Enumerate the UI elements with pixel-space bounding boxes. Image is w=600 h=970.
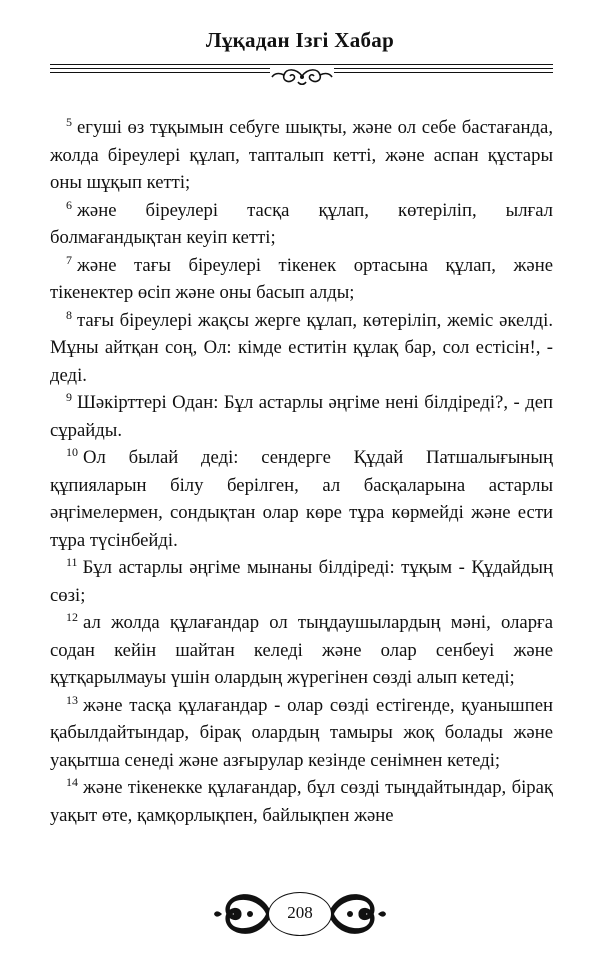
verse-number: 11 <box>66 555 78 569</box>
verse-number: 7 <box>66 252 72 267</box>
verse-text: тағы біреулері жақсы жерге құлап, көтеріліп, жеміс әкелді. Мұны айтқан соң, Ол: кімде еститін құлақ бар, сол естісін!, - деді. <box>50 309 553 386</box>
verse-text: және біреулері тасқа құлап, көтеріліп, ылғал болмағандықтан кеуіп кетті; <box>50 199 553 248</box>
verse <box>50 197 553 252</box>
verse-text: және тағы біреулері тікенек ортасына құлап, және тікенектер өсіп және оны басып алды; <box>50 254 553 303</box>
verse <box>50 609 553 692</box>
rule-line-1 <box>50 64 553 65</box>
scroll-ornament-icon <box>326 888 386 940</box>
verse <box>50 114 553 197</box>
scroll-ornament-icon <box>214 888 274 940</box>
verse <box>50 692 553 775</box>
verse-number: 10 <box>66 445 78 459</box>
verse <box>50 252 553 307</box>
verse <box>50 307 553 390</box>
verse-text: ал жолда құлағандар ол тыңдаушылардың мәні, оларға содан кейін шайтан келеді және олар сенбеуі және құтқарылмауы үшін олардың жүрегінен сөзді алып кетеді; <box>50 612 553 688</box>
verse <box>50 774 553 829</box>
verse-number: 12 <box>66 610 78 624</box>
verse-text: Шәкірттері Одан: Бұл астарлы әңгіме нені білдіреді?, - деп сұрайды. <box>50 392 553 441</box>
verse-number: 14 <box>66 775 78 789</box>
verse-text: және тікенекке құлағандар, бұл сөзді тыңдайтындар, бірақ уақыт өте, қамқорлықпен, байлықпен және <box>50 777 553 826</box>
verse-text: Ол былай деді: сендерге Құдай Патшалығының құпияларын білу берілген, ал басқаларына астарлы әңгімелермен, сондықтан олар көре тұра көрмейді және ести тұра түсінбейді. <box>50 447 553 551</box>
running-header-title: Лұқадан Ізгі Хабар <box>205 28 395 52</box>
verse-number: 13 <box>66 692 78 707</box>
verse-number: 5 <box>66 115 72 129</box>
page-footer <box>0 880 600 950</box>
verse-number: 9 <box>66 390 72 404</box>
verse-number: 6 <box>66 197 72 212</box>
verse <box>50 554 553 609</box>
verse <box>50 444 553 554</box>
verse-text: егуші өз тұқымын себуге шықты, және ол себе бастағанда, жолда біреулері құлап, тапталып кетті, және аспан құстары оны шұқып кетті; <box>50 117 553 193</box>
body-text <box>50 114 553 829</box>
floral-ornament-icon <box>270 66 334 88</box>
verse-number: 8 <box>66 307 72 322</box>
verse-text: Бұл астарлы әңгіме мынаны білдіреді: тұқым - Құдайдың сөзі; <box>50 557 553 606</box>
verse-text: және тасқа құлағандар - олар сөзді естігенде, қуанышпен қабылдайтындар, бірақ олардың тамыры жоқ болады және уақытша сенеді және азғырулар кезінде сенімнен кетеді; <box>50 694 553 771</box>
page-number: 208 <box>268 892 332 936</box>
verse <box>50 389 553 444</box>
